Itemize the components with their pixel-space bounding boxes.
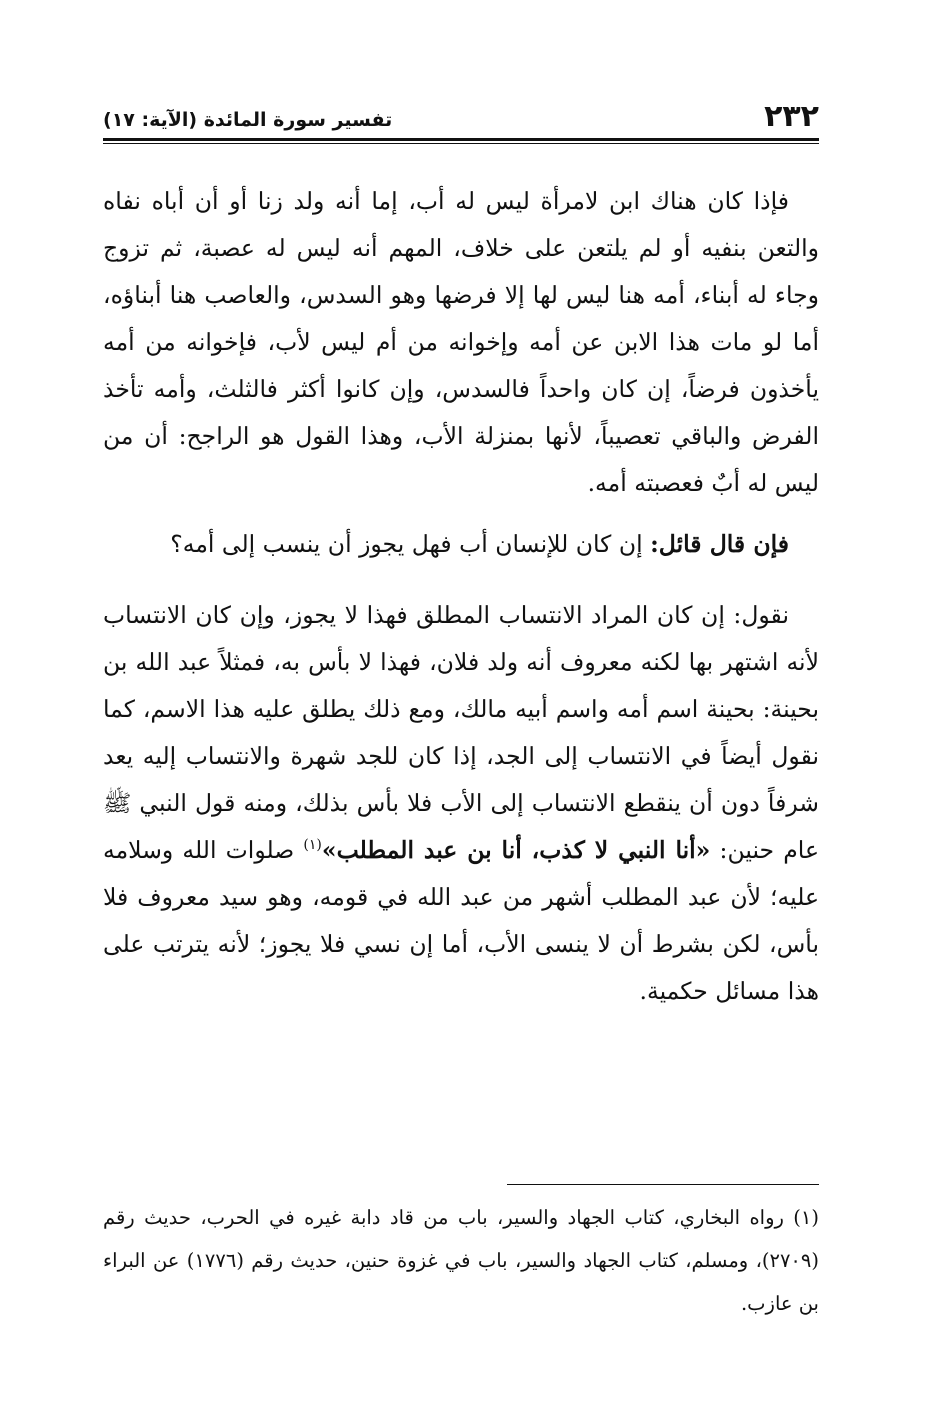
paragraph-gap [103,568,819,592]
question-text: إن كان للإنسان أب فهل يجوز أن ينسب إلى أمه؟ [170,530,651,558]
paragraph-3-text-a: نقول: إن كان المراد الانتساب المطلق فهذا لا يجوز، وإن كان الانتساب لأنه اشتهر بها لكنه معروف أنه ولد فلان، فهذا لا بأس به، فمثلاً عبد الله بن بحينة: بحينة اسم أمه واسم أبيه مالك، ومع ذلك يطلق عليه هذا الاسم، كما نقول أيضاً في الانتساب إلى الجد، إذا كان للجد شهرة والانتساب إليه يعد شرفاً دون أن ينقطع الانتساب إلى الأب فلا بأس بذلك، ومنه قول النبي ﷺ عام حنين: [103,601,819,864]
question-lead: فإن قال قائل: [650,530,789,558]
footnote-1: (١) رواه البخاري، كتاب الجهاد والسير، باب من قاد دابة غيره في الحرب، حديث رقم (٢٧٠٩)، ومسلم، كتاب الجهاد والسير، باب في غزوة حنين، حديث رقم (١٧٧٦) عن البراء بن عازب. [103,1206,819,1315]
paragraph-gap [103,507,819,521]
main-text [103,178,819,1015]
paragraph-3-text-b: صلوات الله وسلامه عليه؛ لأن عبد المطلب أشهر من عبد الله في قومه، وهو سيد معروف فلا بأس، لكن بشرط أن لا ينسى الأب، أما إن نسي فلا يجوز؛ لأنه يترتب على هذا مسائل حكمية. [103,836,819,1005]
header-rule [103,138,819,144]
paragraph-3 [103,592,819,1015]
footnote-separator [507,1184,819,1185]
footnote-reference[interactable]: (١) [303,837,322,854]
running-title: تفسير سورة المائدة (الآية: ١٧) [103,109,393,131]
page-header [103,96,819,144]
footnotes [103,1196,819,1325]
hadith-quote: «أنا النبي لا كذب، أنا بن عبد المطلب» [321,836,711,864]
paragraph-2 [103,521,819,568]
page-number: ٢٣٢ [764,99,819,134]
paragraph-1: فإذا كان هناك ابن لامرأة ليس له أب، إما أنه ولد زنا أو أن أباه نفاه والتعن بنفيه أو لم يلتعن على خلاف، المهم أنه ليس له عصبة، ثم تزوج وجاء له أبناء، أمه هنا ليس لها إلا فرضها وهو السدس، والعاصب هنا أبناؤه، أما لو مات هذا الابن عن أمه وإخوانه من أم ليس لأب، فإخوانه من أمه يأخذون فرضاً، إن كان واحداً فالسدس، وإن كانوا أكثر فالثلث، وأمه تأخذ الفرض والباقي تعصيباً، لأنها بمنزلة الأب، وهذا القول هو الراجح: أن من ليس له أبٌ فعصبته أمه. [103,187,819,497]
